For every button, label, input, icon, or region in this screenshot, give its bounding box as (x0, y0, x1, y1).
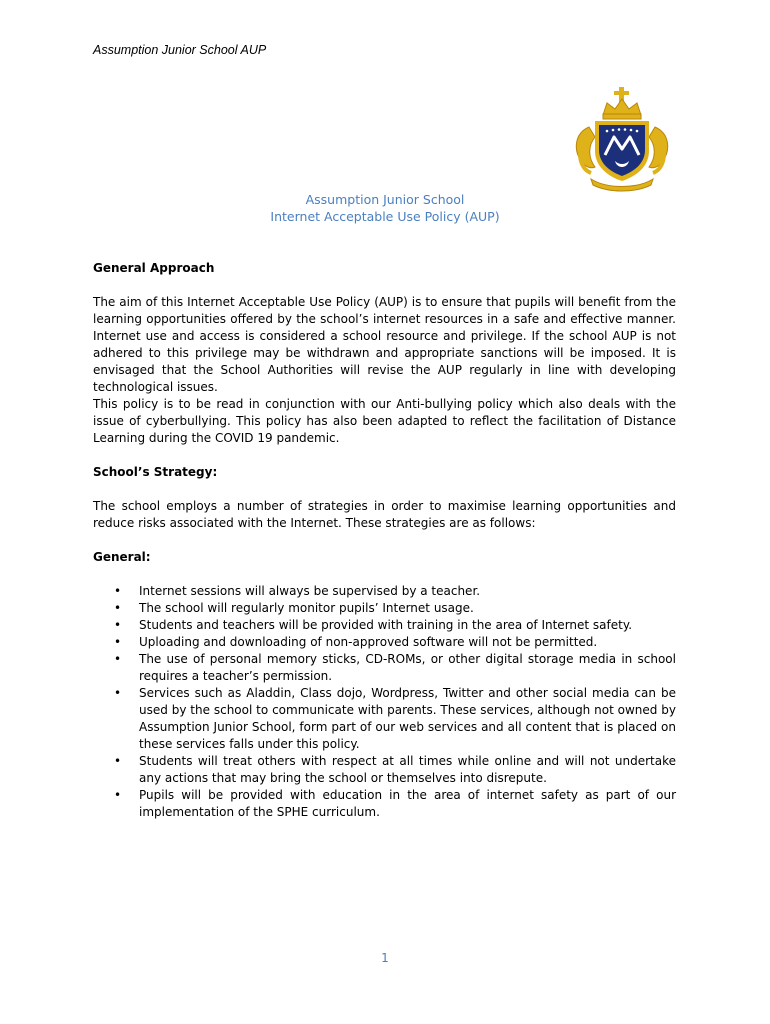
list-item-text: Students and teachers will be provided with training in the area of Internet safety. (139, 618, 633, 632)
list-item (93, 685, 676, 753)
bullet-icon: • (114, 652, 122, 666)
running-header: Assumption Junior School AUP (93, 43, 267, 57)
bullet-icon: • (114, 584, 122, 598)
general-heading: General: (93, 550, 151, 564)
school-crest-logo (567, 85, 677, 193)
page-number: 1 (381, 951, 389, 965)
bullet-icon: • (114, 618, 122, 632)
list-item-text: The use of personal memory sticks, CD-ROMs, or other digital storage media in school requires a teacher’s permission. (139, 652, 676, 683)
general-approach-paragraph-1: The aim of this Internet Acceptable Use Policy (AUP) is to ensure that pupils will benefit from the learning opportunities offered by the school’s internet resources in a safe and effective manner. Internet use and access is considered a school resource and privilege. If the school AUP is not adhered to this privilege may be withdrawn and appropriate sanctions will be imposed. It is envisaged that the School Authorities will revise the AUP regularly in line with developing technological issues. (93, 295, 676, 394)
list-item (93, 617, 676, 634)
list-item (93, 600, 676, 617)
list-item (93, 583, 676, 600)
general-bullet-list (93, 583, 676, 821)
document-title-line1: Assumption Junior School (305, 192, 465, 207)
list-item-text: Pupils will be provided with education in the area of internet safety as part of our implementation of the SPHE curriculum. (139, 788, 676, 819)
list-item (93, 634, 676, 651)
bullet-icon: • (114, 686, 122, 700)
bullet-icon: • (114, 635, 122, 649)
list-item-text: Uploading and downloading of non-approved software will not be permitted. (139, 635, 598, 649)
general-approach-paragraph-2: This policy is to be read in conjunction with our Anti-bullying policy which also deals with the issue of cyberbullying. This policy has also been adapted to reflect the facilitation of Distance Learning during the COVID 19 pandemic. (93, 397, 676, 445)
bullet-icon: • (114, 788, 122, 802)
bullet-icon: • (114, 754, 122, 768)
list-item-text: Services such as Aladdin, Class dojo, Wordpress, Twitter and other social media can be used by the school to communicate with parents. These services, although not owned by Assumption Junior School, form part of our web services and all content that is placed on these services falls under this policy. (139, 686, 676, 751)
list-item (93, 753, 676, 787)
list-item-text: Internet sessions will always be supervised by a teacher. (139, 584, 481, 598)
list-item-text: The school will regularly monitor pupils’ Internet usage. (139, 601, 474, 615)
bullet-icon: • (114, 601, 122, 615)
general-approach-heading: General Approach (93, 261, 215, 275)
document-body (93, 260, 676, 821)
list-item (93, 651, 676, 685)
strategy-heading: School’s Strategy: (93, 465, 218, 479)
strategy-paragraph: The school employs a number of strategies in order to maximise learning opportunities and reduce risks associated with the Internet. These strategies are as follows: (93, 499, 676, 530)
list-item (93, 787, 676, 821)
list-item-text: Students will treat others with respect at all times while online and will not undertake any actions that may bring the school or themselves into disrepute. (139, 754, 676, 785)
document-title-line2: Internet Acceptable Use Policy (AUP) (270, 209, 500, 224)
